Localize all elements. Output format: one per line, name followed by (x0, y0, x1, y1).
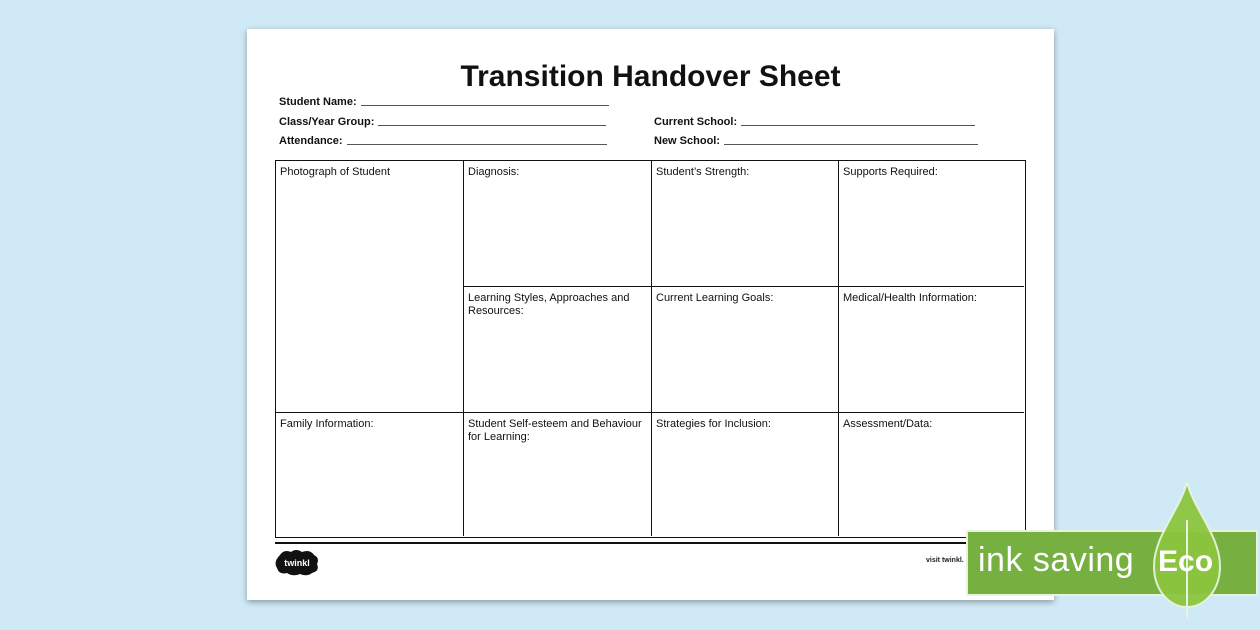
handover-table (275, 160, 1026, 538)
photo-cell[interactable]: Photograph of Student (280, 166, 391, 178)
attendance-line (347, 143, 607, 145)
student-name-field[interactable] (279, 96, 609, 108)
class-year-field[interactable] (279, 116, 606, 128)
ink-saving-label: ink saving (978, 541, 1135, 579)
new-school-field[interactable] (654, 135, 978, 147)
assessment-cell[interactable]: Assessment/Data: (843, 418, 933, 430)
supports-cell[interactable]: Supports Required: (843, 166, 938, 178)
learning-styles-cell[interactable]: Learning Styles, Approaches and Resources: (468, 292, 630, 317)
page-title: Transition Handover Sheet (460, 60, 841, 93)
new-school-label: New School: (654, 135, 721, 147)
eco-label: Eco (1158, 545, 1214, 578)
attendance-field[interactable] (279, 135, 607, 147)
footer-rule (275, 542, 1026, 544)
current-school-label: Current School: (654, 116, 738, 128)
attendance-label: Attendance: (279, 135, 343, 147)
family-cell[interactable]: Family Information: (280, 418, 374, 430)
twinkl-logo-text: twinkl (284, 558, 310, 568)
medical-cell[interactable]: Medical/Health Information: (843, 292, 977, 304)
diagnosis-cell[interactable]: Diagnosis: (468, 166, 520, 178)
student-name-line (361, 104, 609, 106)
student-name-label: Student Name: (279, 96, 357, 108)
strategies-cell[interactable]: Strategies for Inclusion: (656, 418, 771, 430)
current-school-field[interactable] (654, 116, 975, 128)
current-school-line (741, 124, 975, 126)
strength-cell[interactable]: Student’s Strength: (656, 166, 750, 178)
class-year-line (378, 124, 606, 126)
twinkl-logo (274, 549, 320, 576)
visit-link[interactable]: visit twinkl. (926, 557, 964, 564)
new-school-line (724, 143, 978, 145)
class-year-label: Class/Year Group: (279, 116, 375, 128)
learning-goals-cell[interactable]: Current Learning Goals: (656, 292, 774, 304)
self-esteem-cell[interactable]: Student Self-esteem and Behaviour for Learning: (468, 418, 642, 443)
